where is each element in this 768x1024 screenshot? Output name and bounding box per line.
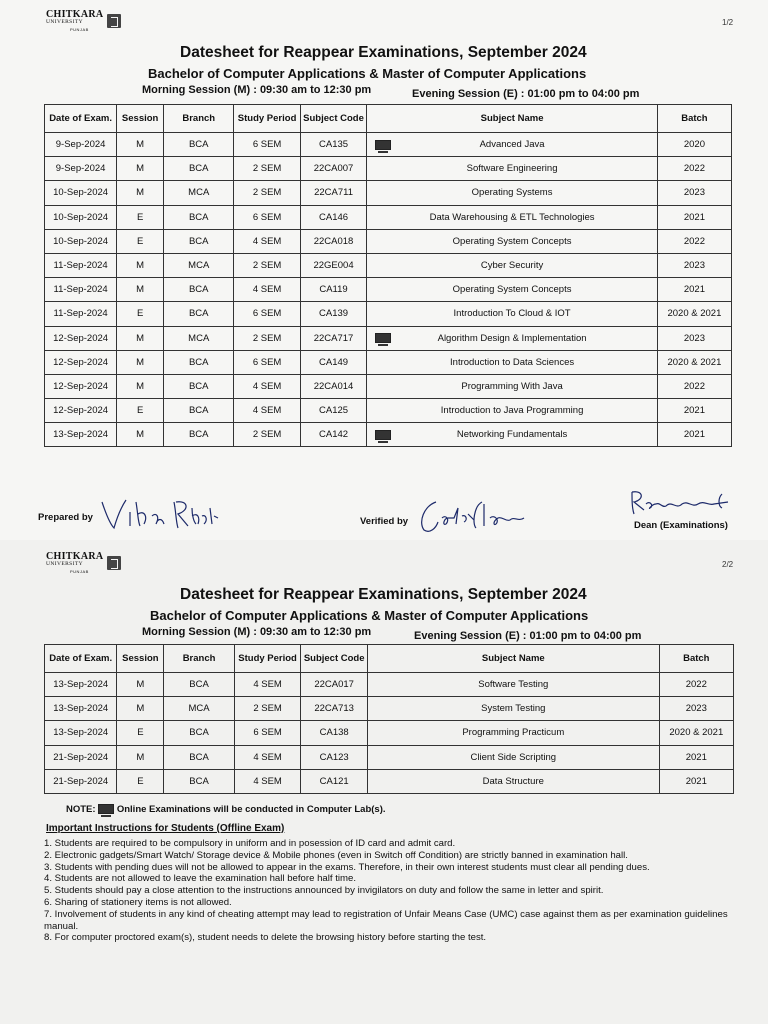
page-subtitle: Bachelor of Computer Applications & Master of Computer Applications [150,608,589,623]
table-row [45,745,734,769]
batch-cell: 2021 [657,278,731,302]
header-branch: Branch [164,105,234,133]
instruction-item: 1. Students are required to be compulsory in uniform and in posession of ID card and admit card. [44,838,456,849]
batch-cell: 2020 & 2021 [657,350,731,374]
date-cell: 11-Sep-2024 [45,278,117,302]
date-cell: 13-Sep-2024 [45,697,117,721]
period-cell: 2 SEM [234,157,300,181]
period-cell: 4 SEM [234,374,300,398]
period-cell: 6 SEM [234,205,300,229]
dean-label: Dean (Examinations) [634,520,728,531]
verified-signature [414,494,534,538]
date-cell: 11-Sep-2024 [45,253,117,277]
subject-cell [367,133,658,157]
subject-cell [367,181,658,205]
subject-name: System Testing [481,703,546,715]
logo-mark-icon [107,14,121,28]
instruction-item: 2. Electronic gadgets/Smart Watch/ Storage device & Mobile phones (even in Switch off Condition) are strictly banned in examination hall. [44,849,628,861]
subject-cell [367,374,658,398]
subject-name: Networking Fundamentals [456,429,568,441]
table-row [45,769,734,793]
university-logo-2 [46,552,121,574]
session-cell: E [117,229,164,253]
subject-cell [368,697,660,721]
header-session: Session [117,645,164,673]
subject-name: Software Engineering [466,163,558,175]
branch-cell: BCA [164,302,234,326]
note [66,804,386,815]
period-cell: 2 SEM [234,181,300,205]
code-cell: 22CA717 [300,326,367,350]
period-cell: 2 SEM [234,253,300,277]
period-cell: 6 SEM [234,302,300,326]
code-cell: CA135 [300,133,367,157]
batch-cell: 2020 [657,133,731,157]
note-text: Online Examinations will be conducted in Computer Lab(s). [116,804,386,815]
subject-name: Operating System Concepts [452,235,572,247]
session-cell: M [117,157,164,181]
subject-name: Programming Practicum [462,727,565,739]
branch-cell: BCA [164,278,234,302]
header-batch: Batch [657,105,731,133]
date-cell: 12-Sep-2024 [45,350,117,374]
branch-cell: MCA [164,253,234,277]
code-cell: CA123 [301,745,368,769]
period-cell: 2 SEM [234,697,301,721]
subject-cell [367,326,658,350]
branch-cell: MCA [164,181,234,205]
branch-cell: MCA [164,326,234,350]
subject-name: Introduction to Data Sciences [450,356,575,368]
table-row [45,181,732,205]
subject-cell [367,229,658,253]
logo-name: CHITKARA [46,9,104,20]
batch-cell: 2020 & 2021 [659,721,733,745]
instruction-item: 8. For computer proctored exam(s), student needs to delete the browsing history before starting the test. [44,932,487,944]
session-cell: M [117,423,164,447]
batch-cell: 2023 [657,326,731,350]
branch-cell: BCA [164,399,234,423]
batch-cell: 2023 [657,181,731,205]
instructions-list [44,838,734,944]
university-logo [46,10,121,32]
logo-sub: UNIVERSITY [46,561,83,567]
date-cell: 21-Sep-2024 [45,745,117,769]
code-cell: CA138 [301,721,368,745]
prepared-by-label: Prepared by [38,512,93,523]
morning-session: Morning Session (M) : 09:30 am to 12:30 pm [142,626,372,638]
header-date: Date of Exam. [45,105,117,133]
computer-icon [98,804,114,814]
batch-cell: 2021 [659,769,733,793]
table-row [45,326,732,350]
instruction-item: 6. Sharing of stationery items is not allowed. [44,896,232,908]
subject-name: Cyber Security [480,260,544,272]
session-cell: E [117,302,164,326]
code-cell: 22CA007 [300,157,367,181]
subject-name: Operating System Concepts [452,284,572,296]
subject-cell [367,350,658,374]
code-cell: CA139 [300,302,367,326]
morning-session: Morning Session (M) : 09:30 am to 12:30 pm [142,84,372,96]
branch-cell: BCA [164,350,234,374]
period-cell: 4 SEM [234,399,300,423]
header-code: Subject Code [301,645,368,673]
code-cell: 22GE004 [300,253,367,277]
subject-cell [367,399,658,423]
subject-cell [368,769,660,793]
page-title: Datesheet for Reappear Examinations, September 2024 [180,586,587,603]
table-row [45,697,734,721]
subject-name: Data Warehousing & ETL Technologies [429,211,595,223]
date-cell: 13-Sep-2024 [45,673,117,697]
batch-cell: 2021 [657,205,731,229]
date-cell: 13-Sep-2024 [45,423,117,447]
subject-cell [367,278,658,302]
instruction-item: 4. Students are not allowed to leave the examination hall before half time. [44,873,356,885]
batch-cell: 2023 [657,253,731,277]
period-cell: 4 SEM [234,229,300,253]
table-row [45,278,732,302]
branch-cell: BCA [164,721,235,745]
session-cell: M [117,374,164,398]
branch-cell: BCA [164,157,234,181]
date-cell: 10-Sep-2024 [45,205,117,229]
batch-cell: 2021 [657,399,731,423]
subject-cell [367,253,658,277]
subject-cell [367,205,658,229]
session-cell: E [117,399,164,423]
date-cell: 21-Sep-2024 [45,769,117,793]
batch-cell: 2021 [657,423,731,447]
subject-name: Programming With Java [461,380,563,392]
instructions-heading: Important Instructions for Students (Offline Exam) [46,823,285,834]
date-cell: 12-Sep-2024 [45,374,117,398]
code-cell: CA121 [301,769,368,793]
session-cell: M [117,745,164,769]
subject-name: Introduction To Cloud & IOT [453,308,571,320]
period-cell: 2 SEM [234,326,300,350]
subject-cell [368,745,660,769]
period-cell: 4 SEM [234,745,301,769]
code-cell: CA119 [300,278,367,302]
header-date: Date of Exam. [45,645,117,673]
branch-cell: BCA [164,229,234,253]
table-row [45,302,732,326]
subject-cell [367,302,658,326]
session-cell: E [117,721,164,745]
header-subject: Subject Name [367,105,658,133]
batch-cell: 2022 [659,673,733,697]
table-row [45,423,732,447]
note-label: NOTE: [66,804,96,815]
code-cell: CA142 [300,423,367,447]
subject-cell [368,673,660,697]
header-subject: Subject Name [368,645,660,673]
batch-cell: 2021 [659,745,733,769]
logo-place: PUNJAB [70,568,89,574]
computer-icon [375,333,391,343]
instruction-item: 3. Students with pending dues will not be allowed to appear in the exams. Therefore, in their own interest students must clear all pending dues. [44,861,650,873]
subject-name: Software Testing [478,679,549,691]
session-cell: M [117,673,164,697]
session-cell: M [117,181,164,205]
instruction-item: 7. Involvement of students in any kind of cheating attempt may lead to registration of Unfair Means Case (UMC) case against them as per examination guidelines manual. [44,908,728,932]
code-cell: 22CA711 [300,181,367,205]
period-cell: 6 SEM [234,721,301,745]
batch-cell: 2022 [657,374,731,398]
page-2 [0,540,768,1024]
period-cell: 6 SEM [234,133,300,157]
subject-cell [367,423,658,447]
batch-cell: 2022 [657,229,731,253]
code-cell: CA149 [300,350,367,374]
batch-cell: 2020 & 2021 [657,302,731,326]
subject-name: Introduction to Java Programming [440,405,584,417]
table-row [45,350,732,374]
branch-cell: BCA [164,133,234,157]
evening-session: Evening Session (E) : 01:00 pm to 04:00 pm [412,88,640,100]
table-row [45,205,732,229]
table-row [45,253,732,277]
header-branch: Branch [164,645,235,673]
logo-name: CHITKARA [46,551,104,562]
session-cell: E [117,205,164,229]
session-cell: M [117,278,164,302]
branch-cell: BCA [164,769,235,793]
table-row [45,399,732,423]
table-row [45,673,734,697]
code-cell: 22CA017 [301,673,368,697]
subject-name: Operating Systems [471,187,553,199]
logo-mark-icon [107,556,121,570]
session-cell: M [117,326,164,350]
date-cell: 13-Sep-2024 [45,721,117,745]
logo-place: PUNJAB [70,26,89,32]
branch-cell: BCA [164,673,235,697]
table-row [45,229,732,253]
period-cell: 6 SEM [234,350,300,374]
page-number: 1/2 [722,18,734,27]
period-cell: 4 SEM [234,673,301,697]
date-cell: 11-Sep-2024 [45,302,117,326]
session-cell: E [117,769,164,793]
session-cell: M [117,253,164,277]
prepared-signature [96,494,226,534]
subject-name: Client Side Scripting [470,751,557,763]
datesheet-table-2 [44,644,734,794]
computer-icon [375,140,391,150]
logo-sub: UNIVERSITY [46,19,83,25]
table-row [45,721,734,745]
header-period: Study Period [234,105,300,133]
date-cell: 10-Sep-2024 [45,229,117,253]
subject-cell [368,721,660,745]
period-cell: 4 SEM [234,278,300,302]
table-row [45,374,732,398]
batch-cell: 2023 [659,697,733,721]
table-row [45,133,732,157]
period-cell: 2 SEM [234,423,300,447]
header-period: Study Period [234,645,301,673]
header-batch: Batch [659,645,733,673]
page-subtitle: Bachelor of Computer Applications & Master of Computer Applications [148,66,587,81]
branch-cell: MCA [164,697,235,721]
code-cell: 22CA713 [301,697,368,721]
period-cell: 4 SEM [234,769,301,793]
code-cell: 22CA014 [300,374,367,398]
verified-by-label: Verified by [360,516,409,527]
evening-session: Evening Session (E) : 01:00 pm to 04:00 pm [414,630,642,642]
branch-cell: BCA [164,205,234,229]
subject-name: Advanced Java [479,139,545,151]
date-cell: 9-Sep-2024 [45,157,117,181]
session-cell: M [117,133,164,157]
subject-cell [367,157,658,181]
code-cell: 22CA018 [300,229,367,253]
table-row [45,157,732,181]
subject-name: Algorithm Design & Implementation [437,332,587,344]
date-cell: 9-Sep-2024 [45,133,117,157]
instruction-item: 5. Students should pay a close attention to the instructions announced by invigilators on duty and follow the same in letter and spirit. [44,885,604,897]
date-cell: 12-Sep-2024 [45,399,117,423]
branch-cell: BCA [164,374,234,398]
header-code: Subject Code [300,105,367,133]
session-cell: M [117,697,164,721]
branch-cell: BCA [164,745,235,769]
code-cell: CA146 [300,205,367,229]
branch-cell: BCA [164,423,234,447]
computer-icon [375,430,391,440]
subject-name: Data Structure [482,775,544,787]
page-number: 2/2 [722,560,734,569]
code-cell: CA125 [300,399,367,423]
batch-cell: 2022 [657,157,731,181]
datesheet-table [44,104,732,447]
date-cell: 10-Sep-2024 [45,181,117,205]
header-session: Session [117,105,164,133]
session-cell: M [117,350,164,374]
dean-signature [626,486,736,518]
page-title: Datesheet for Reappear Examinations, September 2024 [180,44,587,61]
date-cell: 12-Sep-2024 [45,326,117,350]
